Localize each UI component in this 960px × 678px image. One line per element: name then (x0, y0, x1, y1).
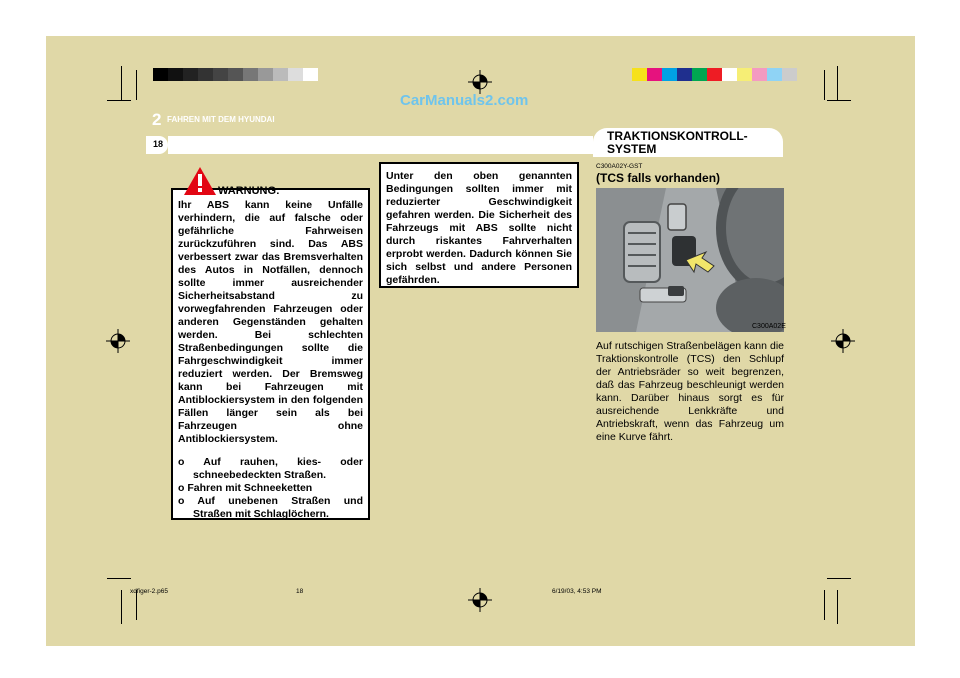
info-box (379, 162, 579, 288)
list-item: o Auf rauhen, kies- oder schneebedeckten Straßen. (178, 456, 363, 481)
warning-box (171, 188, 370, 520)
registration-mark-icon (831, 329, 855, 353)
calibration-swatch (662, 68, 677, 81)
calibration-swatch (692, 68, 707, 81)
list-item: o Auf unebenen Straßen und Straßen mit Schlaglöchern. (178, 495, 363, 520)
calibration-swatch (632, 68, 647, 81)
chapter-title: FAHREN MIT DEM HYUNDAI (167, 115, 275, 124)
gray-calibration-bar (153, 68, 318, 81)
warning-text: Ihr ABS kann keine Unfälle verhindern, die auf falsche oder gefährliche Fahrweisen zurückzuführen sind. Das ABS verbessert zwar das Bremsverhalten des Autos in Notfällen, dennoch sollte immer ausreichender Sicherheitsabstand zu vorwegfahrenden Fahrzeugen oder anderen Gegenständen gehalten werden. Bei schlechten Straßenbedingungen sollte die Fahrgeschwindigkeit immer reduziert werden. Der Bremsweg kann bei Fahrzeugen mit Antiblockiersystem in den folgenden Fällen länger sein als bei Fahrzeugen ohne Antiblockiersystem. (178, 199, 363, 445)
calibration-swatch (273, 68, 288, 81)
calibration-swatch (183, 68, 198, 81)
calibration-swatch (243, 68, 258, 81)
warning-list (178, 456, 363, 521)
chapter-number: 2 (152, 110, 162, 129)
calibration-swatch (228, 68, 243, 81)
calibration-swatch (168, 68, 183, 81)
calibration-swatch (258, 68, 273, 81)
calibration-swatch (707, 68, 722, 81)
warning-triangle-icon (183, 166, 217, 196)
calibration-swatch (303, 68, 318, 81)
section-body-text: Auf rutschigen Straßenbelägen kann die Traktionskontrolle (TCS) den Schlupf der Antriebsräder so weit begrenzen, daß das Fahrzeug beschleunigt werden kann. Darüber hinaus sorgt es für ausreichende Lenkkräfte und Antriebskraft, wenn das Fahrzeug um eine Kurve fährt. (596, 340, 784, 443)
registration-mark-icon (468, 70, 492, 94)
calibration-swatch (767, 68, 782, 81)
calibration-swatch (677, 68, 692, 81)
registration-mark-icon (468, 588, 492, 612)
calibration-swatch (737, 68, 752, 81)
section-subtitle: (TCS falls vorhanden) (596, 171, 721, 185)
tcs-switch-photo (596, 188, 784, 332)
header-band (168, 136, 593, 154)
calibration-swatch (752, 68, 767, 81)
calibration-swatch (198, 68, 213, 81)
list-item: o Fahren mit Schneeketten (178, 482, 313, 494)
watermark[interactable]: CarManuals2.com (400, 92, 529, 109)
calibration-swatch (288, 68, 303, 81)
calibration-swatch (153, 68, 168, 81)
info-text: Unter den oben genannten Bedingungen sollten immer mit reduzierter Geschwindigkeit gefahren werden. Die Sicherheit des Fahrzeugs mit ABS sollte nicht durch riskantes Fahrverhalten erprobt werden. Dadurch können Sie sich selbst und andere Personen gefährden. (386, 170, 572, 286)
section-title: TRAKTIONSKONTROLL-SYSTEM (607, 129, 748, 156)
calibration-swatch (782, 68, 797, 81)
page-number: 18 (153, 139, 164, 149)
image-label: C300A02E (752, 323, 786, 330)
warning-heading: WARNUNG: (218, 185, 280, 197)
footer-date: 6/19/03, 4:53 PM (552, 588, 602, 595)
footer-page: 18 (296, 588, 304, 595)
color-calibration-bar (632, 68, 797, 81)
calibration-swatch (647, 68, 662, 81)
calibration-swatch (722, 68, 737, 81)
calibration-swatch (213, 68, 228, 81)
tcs-switch-arrow-icon (596, 188, 784, 332)
registration-mark-icon (106, 329, 130, 353)
section-code: C300A02Y-GST (596, 163, 643, 170)
footer-file: xdfiger-2.p65 (130, 588, 168, 595)
